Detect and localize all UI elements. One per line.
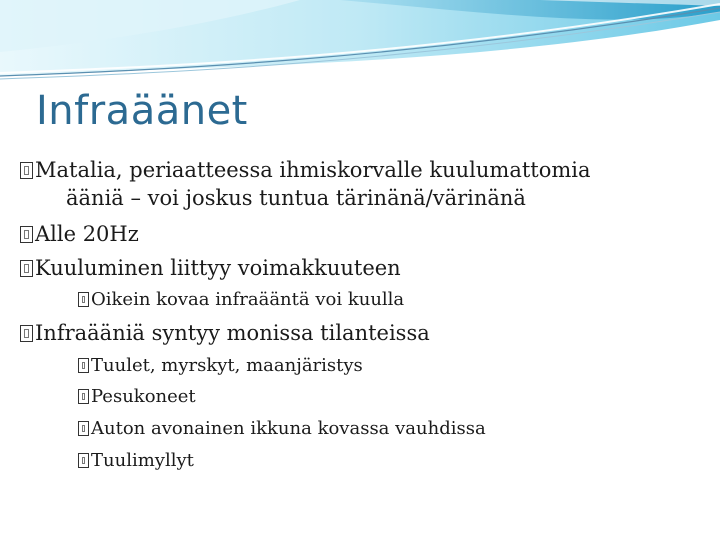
bullet-text: Infraääniä syntyy monissa tilanteissa	[35, 321, 430, 345]
bullet-item	[20, 256, 401, 280]
bullet-text: Pesukoneet	[91, 386, 196, 407]
bullet-text: Tuulet, myrskyt, maanjäristys	[91, 355, 363, 376]
bullet-marker-icon	[20, 260, 33, 277]
sub-bullet-item	[78, 386, 196, 407]
bullet-text: Matalia, periaatteessa ihmiskorvalle kuulumattomia	[35, 158, 591, 182]
bullet-marker-icon	[78, 421, 89, 436]
bullet-marker-icon	[20, 226, 33, 243]
bullet-text: Tuulimyllyt	[91, 450, 194, 471]
bullet-marker-icon	[78, 389, 89, 404]
bullet-text: Kuuluminen liittyy voimakkuuteen	[35, 256, 401, 280]
sub-bullet-item	[78, 418, 486, 439]
bullet-marker-icon	[20, 162, 33, 179]
bullet-item	[20, 158, 591, 182]
bullet-marker-icon	[78, 453, 89, 468]
sub-bullet-item	[78, 289, 404, 310]
bullet-marker-icon	[78, 292, 89, 307]
bullet-marker-icon	[78, 358, 89, 373]
sub-bullet-item	[78, 450, 194, 471]
bullet-text: Auton avonainen ikkuna kovassa vauhdissa	[91, 418, 486, 439]
bullet-item	[20, 321, 430, 345]
bullet-text: Alle 20Hz	[35, 222, 139, 246]
bullet-continuation: ääniä – voi joskus tuntua tärinänä/värinänä	[66, 186, 526, 210]
bullet-marker-icon	[20, 325, 33, 342]
bullet-item	[20, 222, 139, 246]
slide-title: Infraäänet	[36, 88, 248, 134]
bullet-text: Oikein kovaa infraääntä voi kuulla	[91, 289, 405, 310]
sub-bullet-item	[78, 355, 363, 376]
